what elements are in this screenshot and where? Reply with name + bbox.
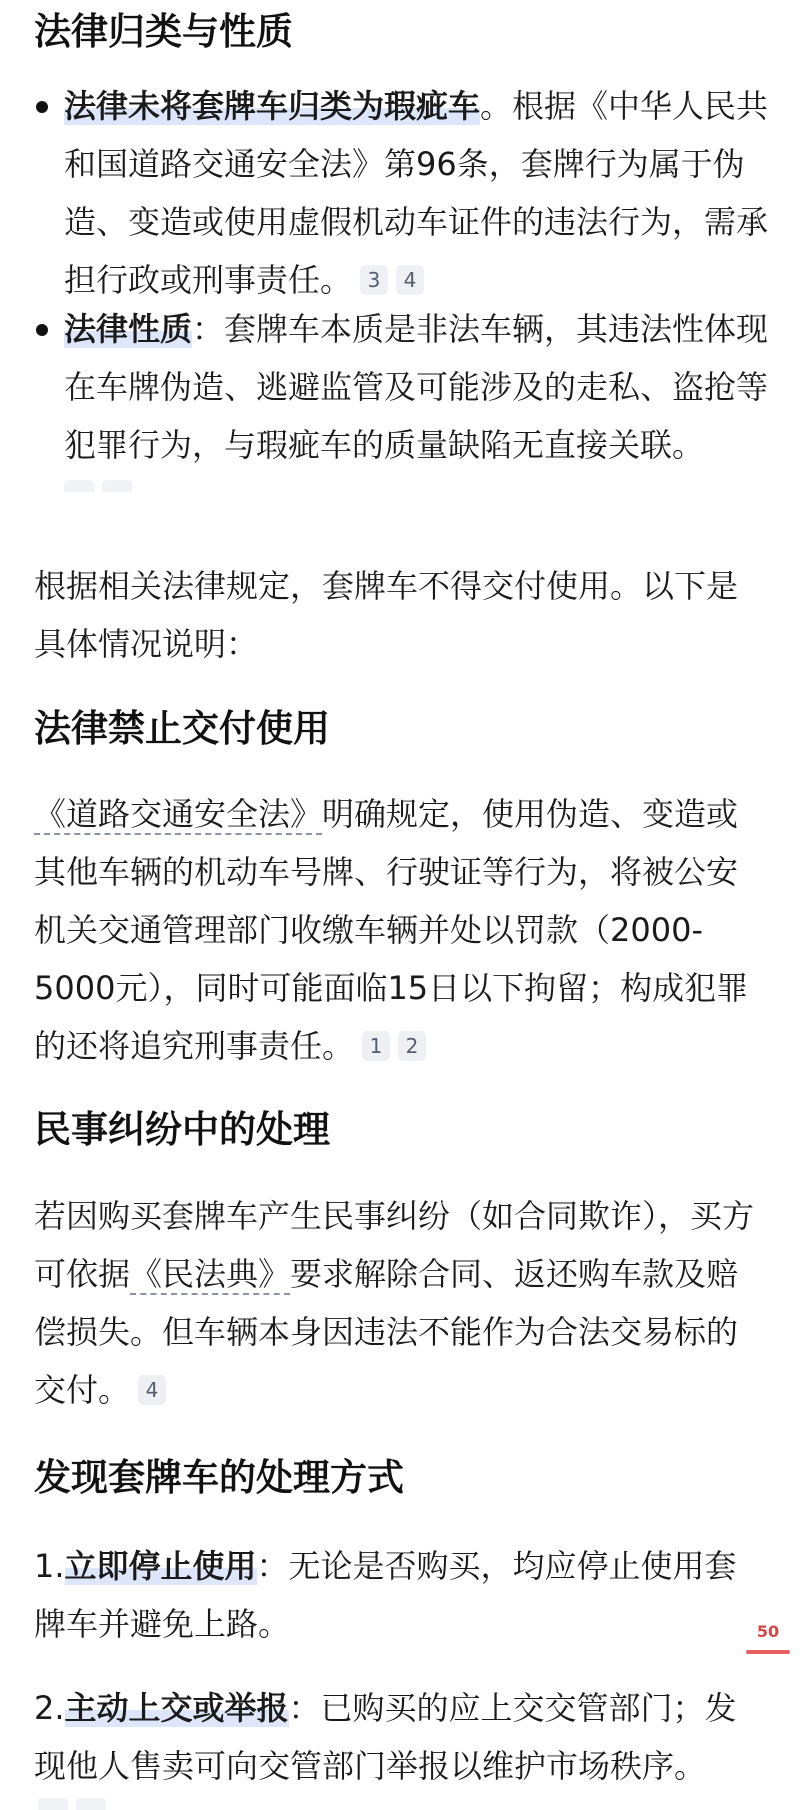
citation-badge[interactable]: 4 [396,265,424,295]
civil-text-after: 要求解除合同、返还购车款及赔偿损失。但车辆本身因违法不能作为合法交易标的交付。 [34,1255,739,1409]
law-link-civil-code[interactable]: 《民法典》 [130,1255,291,1293]
list-item-number: 2. [34,1689,65,1727]
bullet-text [64,300,796,474]
intro-paragraph: 根据相关法律规定，套牌车不得交付使用。以下是具体情况说明： [34,567,739,663]
bullet-not-defective [34,77,796,309]
heading-legal-class: 法律归类与性质 [34,10,293,53]
list-item-strong: 立即停止使用 [64,1547,257,1585]
law-link-road-traffic[interactable]: 《道路交通安全法》 [34,795,323,833]
citation-badge[interactable]: 2 [398,1031,426,1061]
bullet-legal-nature [34,300,796,494]
list-item-strong: 主动上交或举报 [64,1689,289,1727]
citation-placeholder [64,480,796,494]
list-item-number: 1. [34,1547,65,1585]
civil-paragraph [34,1187,766,1419]
heading-handling: 发现套牌车的处理方式 [34,1456,404,1499]
list-item-text [34,1679,766,1795]
bullet-dot [36,101,48,113]
bullet-dot [36,324,48,336]
heading-civil-dispute: 民事纠纷中的处理 [34,1108,330,1151]
bullet-body: 。根据《中华人民共和国道路交通安全法》第96条，套牌行为属于伪造、变造或使用虚假机动车证件的违法行为，需承担行政或刑事责任。 [64,87,769,299]
citation-badge[interactable]: 3 [360,265,388,295]
list-item-text [34,1537,766,1653]
civil-text-before: 若因购买套牌车产生民事纠纷（如合同欺诈），买方可依据 [34,1197,755,1293]
citation-badge[interactable]: 1 [362,1031,390,1061]
bullet-strong: 法律性质 [64,310,193,348]
list-item [34,1537,766,1653]
citation-badge[interactable]: 4 [138,1375,166,1405]
citation-placeholder [38,1798,106,1810]
list-item [34,1679,766,1795]
list-item-body: ：无论是否购买，均应停止使用套牌车并避免上路。 [34,1547,737,1643]
bullet-text [64,77,796,309]
heading-prohibition: 法律禁止交付使用 [34,707,330,750]
prohibition-paragraph [34,785,766,1075]
bullet-strong: 法律未将套牌车归类为瑕疵车 [64,87,481,125]
prohibition-text: 明确规定，使用伪造、变造或其他车辆的机动车号牌、行驶证等行为，将被公安机关交通管理部门收缴车辆并处以罚款（2000-5000元），同时可能面临15日以下拘留；构成犯罪的还将追究刑事责任。 [34,795,749,1065]
list-item-body: ：已购买的应上交交管部门；发现他人售卖可向交管部门举报以维护市场秩序。 [34,1689,737,1785]
page-count-badge[interactable]: 50 [756,1622,780,1641]
page-badge-underline [746,1650,790,1654]
bullet-body: ：套牌车本质是非法车辆，其违法性体现在车牌伪造、逃避监管及可能涉及的走私、盗抢等犯罪行为，与瑕疵车的质量缺陷无直接关联。 [64,310,769,464]
